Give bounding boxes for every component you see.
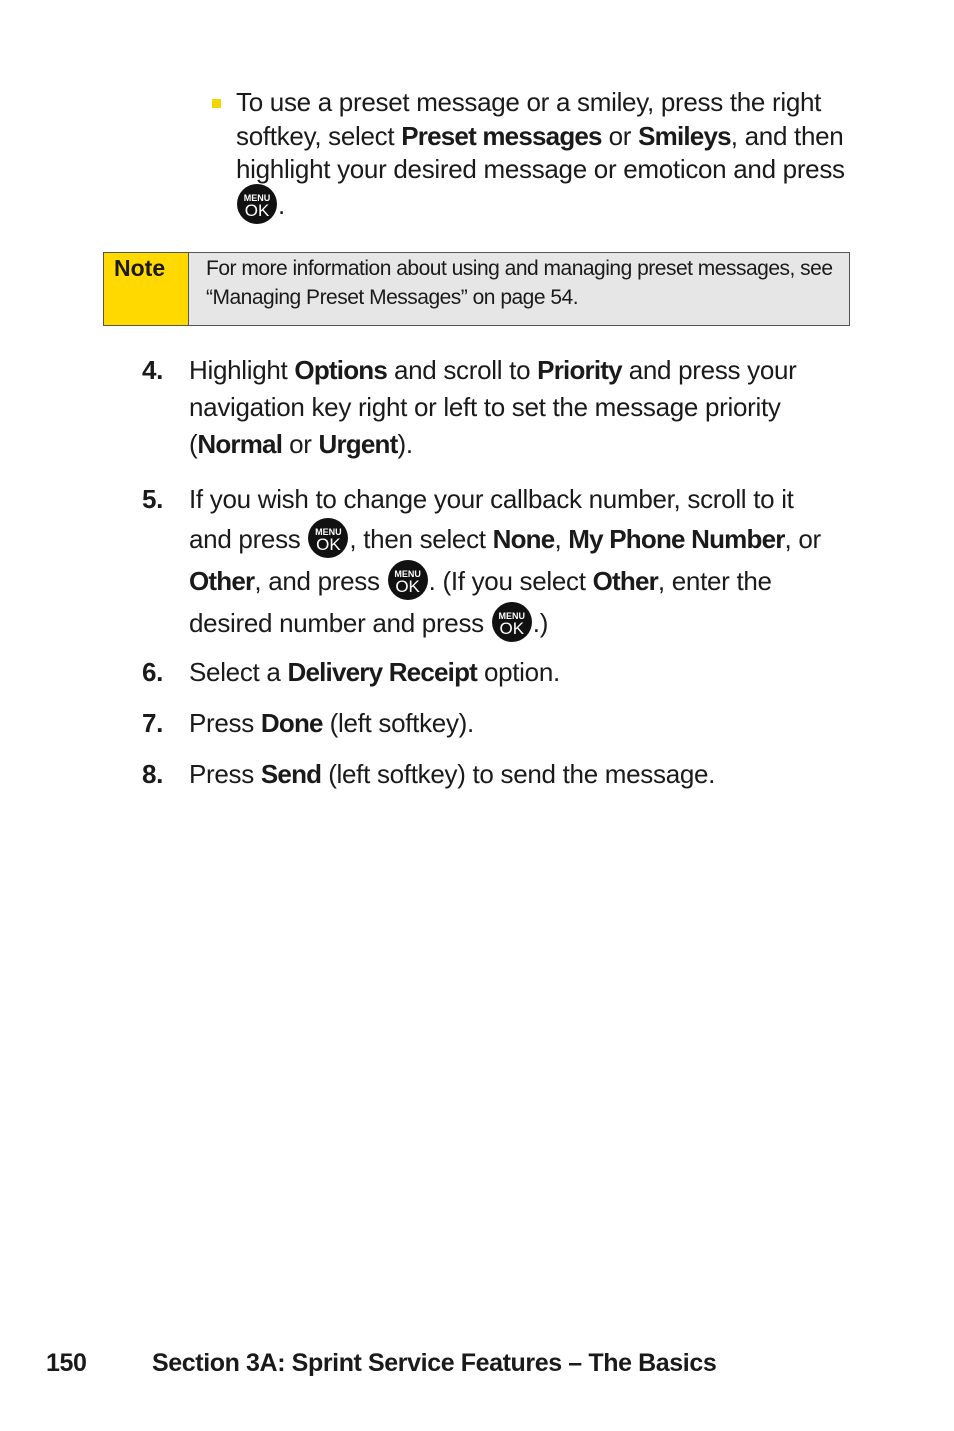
step-text: If you wish to change your callback number, scroll to it and press MENU OK , then select None, My Phone Number, or Other, and press MENU OK . (If you select Other, enter the desired number and press MENU OK .)	[189, 479, 839, 645]
step-number: 8.	[142, 759, 164, 790]
preset-messages-term: Preset messages	[401, 120, 602, 151]
step-5	[0, 479, 954, 645]
section-title: Section 3A: Sprint Service Features – The Basics	[152, 1349, 717, 1377]
smileys-term: Smileys	[638, 120, 731, 151]
menu-ok-key-icon: MENU OK	[237, 184, 277, 224]
step-6	[0, 654, 954, 691]
step-text: Press Done (left softkey).	[189, 708, 474, 739]
page-footer	[46, 1349, 716, 1378]
note-label: Note	[104, 253, 189, 325]
preset-message-bullet	[236, 86, 856, 227]
note-box	[103, 252, 850, 326]
step-8	[0, 756, 954, 793]
bullet-square-icon	[212, 99, 221, 108]
step-number: 7.	[142, 708, 164, 739]
step-number: 5.	[142, 484, 164, 514]
step-text: Highlight Options and scroll to Priority and press your navigation key right or left to set the message priority (Normal or Urgent).	[189, 355, 797, 459]
step-number: 6.	[142, 657, 164, 688]
bullet-text: .	[278, 189, 285, 220]
step-7	[0, 705, 954, 742]
page-number: 150	[46, 1349, 87, 1377]
step-text: Select a Delivery Receipt option.	[189, 657, 560, 688]
bullet-text: or	[601, 120, 639, 151]
step-4	[0, 352, 954, 463]
step-number: 4.	[142, 355, 164, 385]
note-text: For more information about using and managing preset messages, see “Managing Preset Messages” on page 54.	[189, 253, 849, 325]
step-text: Press Send (left softkey) to send the message.	[189, 759, 716, 790]
menu-ok-key-icon: MENU OK	[492, 602, 532, 642]
steps-list	[0, 352, 954, 793]
menu-ok-key-icon: MENU OK	[388, 560, 428, 600]
bullet-text: , and then highlight your desired message or emoticon and press	[236, 120, 845, 184]
bullet-text: To use a preset message or a smiley, press the right softkey, select	[236, 87, 822, 151]
menu-ok-key-icon: MENU OK	[308, 518, 348, 558]
